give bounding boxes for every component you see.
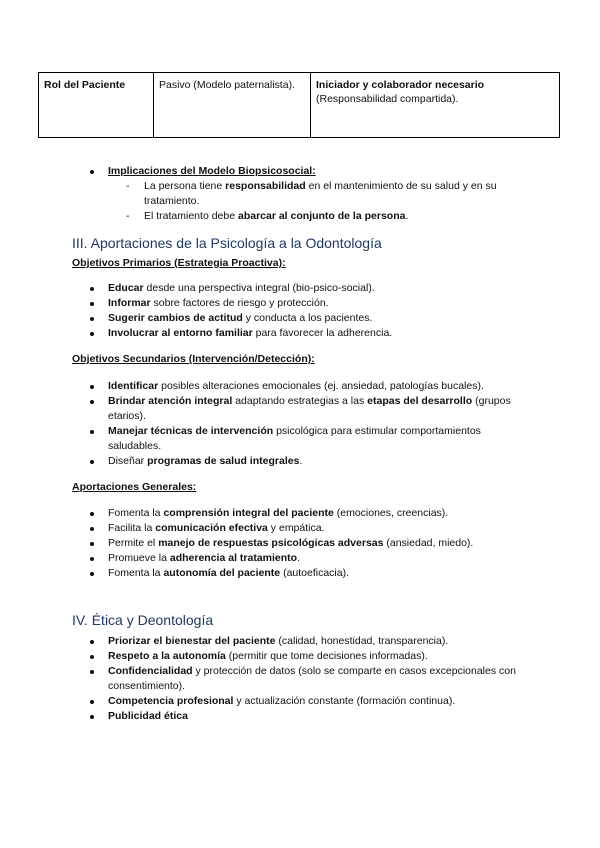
- bold-text: responsabilidad: [225, 180, 306, 192]
- bold-text: Respeto a la autonomía: [108, 650, 226, 662]
- table-cell-biopsychosocial: [311, 73, 560, 138]
- bold-text: Priorizar el bienestar del paciente: [108, 635, 276, 647]
- role-table: [38, 72, 560, 138]
- list-item: [0, 424, 600, 454]
- secundarios-list: [0, 379, 600, 469]
- list-item: [0, 296, 600, 311]
- text: .: [299, 455, 303, 467]
- text: psicológica para estimular comportamientos saludables.: [108, 425, 481, 452]
- text: La persona tiene: [144, 180, 226, 192]
- text: Facilita la: [108, 522, 156, 534]
- bold-text: Involucrar al entorno familiar: [108, 327, 253, 339]
- list-item: [0, 536, 600, 551]
- bold-text: Sugerir cambios de actitud: [108, 312, 243, 324]
- list-item: [0, 551, 600, 566]
- section-3-heading: III. Aportaciones de la Psicología a la Odontología: [72, 235, 382, 251]
- text: (permitir que tome decisiones informadas).: [225, 650, 428, 662]
- list-item: [0, 694, 600, 709]
- text: (autoeficacia).: [280, 567, 350, 579]
- bold-text: programas de salud integrales: [147, 455, 300, 467]
- text: (grupos etarios).: [108, 395, 511, 422]
- secundarios-title: Objetivos Secundarios (Intervención/Detección):: [72, 353, 315, 365]
- text: y empática.: [267, 522, 325, 534]
- text: para favorecer la adherencia.: [252, 327, 393, 339]
- bold-text: comunicación efectiva: [155, 522, 268, 534]
- list-item: [0, 664, 600, 694]
- bold-text: adherencia al tratamiento: [169, 552, 298, 564]
- implicaciones-title: Implicaciones del Modelo Biopsicosocial:: [108, 165, 316, 177]
- list-item: [0, 454, 600, 469]
- text: .: [405, 210, 409, 222]
- list-item: [0, 164, 600, 179]
- list-item: [0, 634, 600, 649]
- etica-list: [0, 634, 600, 724]
- list-item: [0, 326, 600, 341]
- bold-text: manejo de respuestas psicológicas adversas: [158, 537, 384, 549]
- text: adaptando estrategias a las: [232, 395, 368, 407]
- text: sobre factores de riesgo y protección.: [150, 297, 329, 309]
- bold-text: Educar: [108, 282, 144, 294]
- cell-bold-text: Iniciador y colaborador necesario: [316, 79, 485, 91]
- list-item: [0, 566, 600, 581]
- text: desde una perspectiva integral (bio-psico-social).: [143, 282, 375, 294]
- bold-text: Informar: [108, 297, 151, 309]
- text: El tratamiento debe: [144, 210, 238, 222]
- bold-text: Confidencialidad: [108, 665, 193, 677]
- text: en el mantenimiento de su salud y en su tratamiento.: [144, 180, 497, 207]
- list-item: [0, 649, 600, 664]
- generales-title: Aportaciones Generales:: [72, 481, 197, 493]
- text: Fomenta la: [108, 507, 164, 519]
- list-item: [0, 521, 600, 536]
- bold-text: autonomía del paciente: [163, 567, 281, 579]
- text: Diseñar: [108, 455, 148, 467]
- table-cell-label: Rol del Paciente: [39, 73, 154, 138]
- text: (ansiedad, miedo).: [383, 537, 474, 549]
- generales-list: [0, 506, 600, 581]
- primarios-list: [0, 281, 600, 341]
- text: y conducta a los pacientes.: [242, 312, 373, 324]
- text: Fomenta la: [108, 567, 164, 579]
- bold-text: abarcar al conjunto de la persona: [237, 210, 406, 222]
- text: .: [297, 552, 301, 564]
- bold-text: Manejar técnicas de intervención: [108, 425, 274, 437]
- bold-text: Publicidad ética: [108, 710, 188, 722]
- bold-text: etapas del desarrollo: [367, 395, 473, 407]
- bold-text: comprensión integral del paciente: [163, 507, 334, 519]
- cell-text: (Responsabilidad compartida).: [316, 93, 459, 105]
- list-item: [0, 506, 600, 521]
- list-item: [0, 179, 600, 209]
- text: Permite el: [108, 537, 159, 549]
- implicaciones-block: [0, 164, 600, 224]
- list-item: [0, 709, 600, 724]
- list-item: [0, 379, 600, 394]
- table-row: [39, 73, 560, 138]
- text: y protección de datos (solo se comparte en casos excepcionales con consentimiento).: [108, 665, 516, 692]
- primarios-title: Objetivos Primarios (Estrategia Proactiva):: [72, 257, 286, 269]
- text: y actualización constante (formación continua).: [233, 695, 456, 707]
- table-cell-paternalist: Pasivo (Modelo paternalista).: [154, 73, 311, 138]
- bold-text: Identificar: [108, 380, 159, 392]
- bold-text: Competencia profesional: [108, 695, 234, 707]
- text: posibles alteraciones emocionales (ej. ansiedad, patologías bucales).: [158, 380, 484, 392]
- list-item: [0, 281, 600, 296]
- section-4-heading: IV. Ética y Deontología: [72, 612, 214, 628]
- list-item: [0, 311, 600, 326]
- text: Promueve la: [108, 552, 170, 564]
- text: (emociones, creencias).: [333, 507, 449, 519]
- text: (calidad, honestidad, transparencia).: [275, 635, 449, 647]
- list-item: [0, 394, 600, 424]
- bold-text: Brindar atención integral: [108, 395, 233, 407]
- list-item: [0, 209, 600, 224]
